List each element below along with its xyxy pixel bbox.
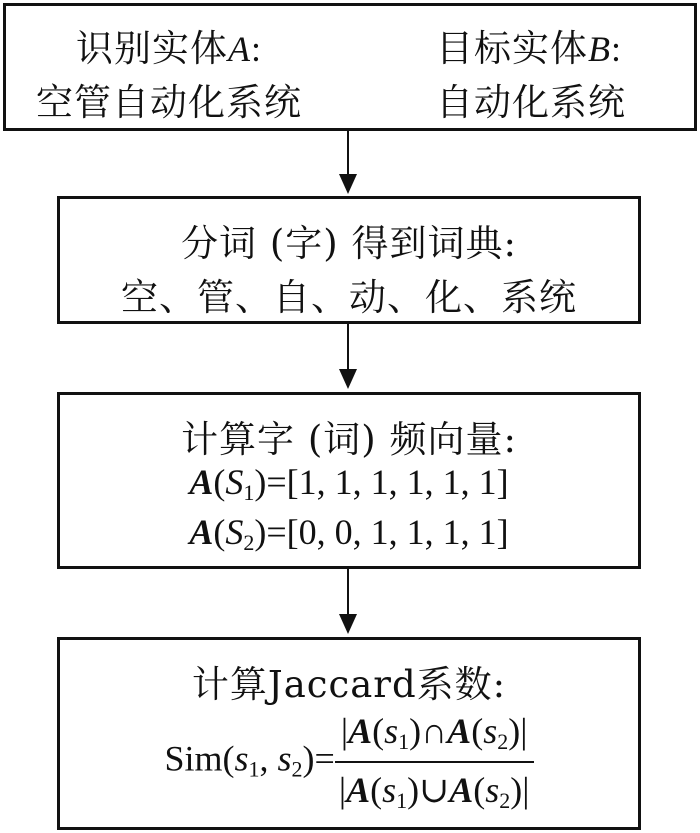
tokenize-title: 分词 (字) 得到词典: bbox=[181, 222, 517, 265]
vector-s2: $A(S_2)=[0$, 0, 1, 1, 1, 1] bbox=[189, 512, 509, 555]
fraction-numerator: $|A(s_1)\cap A(s_2)|$ bbox=[335, 710, 534, 763]
flow-arrow bbox=[347, 569, 349, 615]
target-entity-title: 目标实体B: bbox=[436, 27, 623, 70]
jaccard-formula: $Sim(s_1$, $s_2)=$ $\frac{|A(s_1)\cap A(s_2)|}{|A(s_1)\cup A(s_2)|}$ bbox=[60, 710, 638, 814]
source-entity-var: A bbox=[228, 29, 251, 69]
flow-arrow bbox=[347, 131, 349, 175]
source-entity-title: 识别实体A: bbox=[76, 27, 263, 70]
arrow-head bbox=[339, 369, 357, 389]
jaccard-title: 计算Jaccard系数: bbox=[191, 663, 507, 706]
entity-box bbox=[3, 3, 697, 131]
source-entity-value: 空管自动化系统 bbox=[36, 81, 302, 124]
sim-label: Sim bbox=[164, 738, 223, 779]
frequency-vector-box bbox=[57, 392, 641, 569]
target-entity-var: B bbox=[588, 29, 611, 69]
tokenize-box bbox=[57, 196, 641, 324]
dictionary-items: 空、管、自、动、化、系统 bbox=[121, 276, 577, 319]
frequency-title: 计算字 (词) 频向量: bbox=[181, 418, 517, 461]
jaccard-box bbox=[57, 637, 641, 830]
flow-arrow bbox=[347, 324, 349, 370]
target-entity-value: 自动化系统 bbox=[436, 81, 626, 124]
vector-s1: $A(S_1)=[1$, 1, 1, 1, 1, 1] bbox=[189, 462, 509, 505]
fraction-denominator: $|A(s_1)\cup A(s_2)|$ bbox=[338, 770, 530, 813]
arrow-head bbox=[339, 174, 357, 194]
jaccard-fraction bbox=[335, 710, 534, 814]
arrow-head bbox=[339, 614, 357, 634]
